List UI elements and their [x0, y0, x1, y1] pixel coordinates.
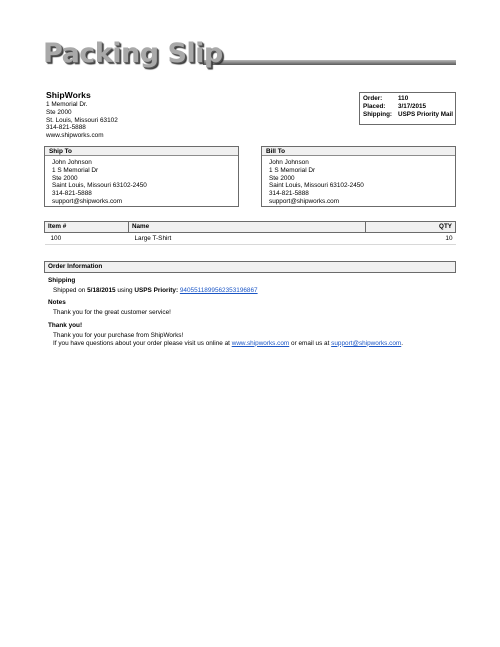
- order-information-header: Order Information: [44, 261, 456, 273]
- item-qty-cell: 10: [366, 233, 456, 245]
- order-summary-box: [359, 92, 456, 125]
- order-number: 110: [398, 95, 409, 102]
- bill-to-email: support@shipworks.com: [269, 198, 340, 206]
- company-name: ShipWorks: [46, 90, 91, 100]
- ship-to-box: [44, 146, 239, 207]
- shipping-mid-text: using: [115, 286, 135, 294]
- support-email-link[interactable]: support@shipworks.com: [331, 339, 402, 347]
- thank-you-section: [48, 322, 458, 347]
- bill-to-name: John Johnson: [269, 159, 309, 166]
- shipping-prefix-text: Shipped on: [53, 286, 88, 294]
- company-address-line2: Ste 2000: [46, 108, 72, 116]
- page-title: Packing Slip: [43, 38, 223, 69]
- company-city-line: St. Louis, Missouri 63102: [46, 116, 118, 124]
- title-gradient-bar: [203, 60, 456, 65]
- order-label: Order:: [363, 95, 383, 102]
- carrier-name: USPS Priority:: [134, 286, 179, 294]
- notes-section: [48, 299, 458, 317]
- company-website: www.shipworks.com: [46, 132, 104, 140]
- notes-text: Thank you for the great customer service!: [53, 308, 171, 316]
- shipping-heading: Shipping: [48, 277, 76, 284]
- bill-to-header: Bill To: [262, 147, 455, 156]
- website-link[interactable]: www.shipworks.com: [231, 339, 290, 347]
- thank-you-line1: Thank you for your purchase from ShipWorks!: [53, 331, 184, 339]
- thank-you-line2-mid: or email us at: [289, 339, 332, 347]
- bill-to-city-line: Saint Louis, Missouri 63102-2450: [269, 182, 364, 190]
- shipping-label: Shipping:: [363, 111, 393, 119]
- item-number-cell: 100: [45, 233, 129, 245]
- thank-you-line2: [48, 340, 458, 348]
- notes-heading: Notes: [48, 299, 66, 306]
- bill-to-address-line1: 1 S Memorial Dr: [269, 166, 316, 174]
- company-address-line1: 1 Memorial Dr.: [46, 100, 88, 108]
- tracking-number-link[interactable]: 9405511899562353196867: [179, 286, 258, 294]
- items-table: [44, 221, 456, 245]
- column-header-name: Name: [129, 222, 366, 233]
- thank-you-line2-prefix: If you have questions about your order please visit us online at: [53, 339, 232, 347]
- ship-to-header: Ship To: [45, 147, 238, 156]
- title-banner: [43, 38, 456, 74]
- ship-to-email: support@shipworks.com: [52, 198, 123, 206]
- placed-label: Placed:: [363, 103, 386, 111]
- ship-to-name: John Johnson: [52, 159, 92, 166]
- thank-you-heading: Thank you!: [48, 322, 83, 329]
- item-name-cell: Large T-Shirt: [129, 233, 366, 245]
- ship-to-address-line1: 1 S Memorial Dr: [52, 166, 99, 174]
- bill-to-address-line2: Ste 2000: [269, 174, 295, 182]
- bill-to-box: [261, 146, 456, 207]
- company-info: [46, 91, 246, 140]
- company-phone: 314-821-5888: [46, 124, 86, 132]
- bill-to-phone: 314-821-5888: [269, 190, 309, 198]
- ship-to-address-line2: Ste 2000: [52, 174, 78, 182]
- ship-to-city-line: Saint Louis, Missouri 63102-2450: [52, 182, 147, 190]
- ship-date: 5/18/2015: [87, 286, 116, 294]
- items-header-row: [45, 222, 456, 233]
- column-header-qty: QTY: [366, 222, 456, 233]
- thank-you-line2-suffix: .: [401, 339, 404, 347]
- shipping-detail: [48, 287, 458, 295]
- ship-to-phone: 314-821-5888: [52, 190, 92, 198]
- shipping-method: USPS Priority Mail: [398, 111, 453, 119]
- table-row: [45, 233, 456, 245]
- column-header-item-number: Item #: [45, 222, 129, 233]
- placed-date: 3/17/2015: [398, 103, 427, 111]
- shipping-section: [48, 277, 458, 295]
